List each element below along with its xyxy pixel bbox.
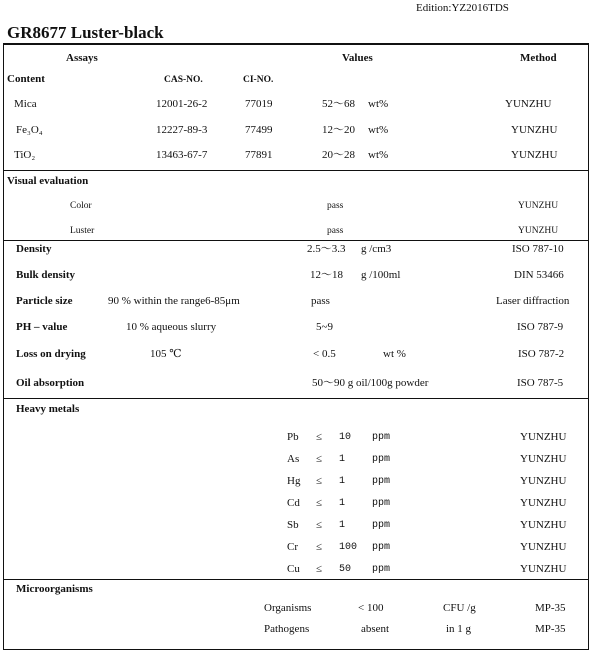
metal-value: 1 [339, 454, 346, 465]
content-row-name: Fe₃O₄ [16, 124, 43, 136]
micro-row-value: absent [361, 623, 390, 635]
metal-element: Cd [287, 497, 300, 509]
micro-row-name: Pathogens [264, 623, 310, 635]
metal-element: Hg [287, 475, 301, 487]
property-method: ISO 787-2 [518, 348, 565, 360]
metal-value: 50 [339, 564, 352, 575]
property-method: ISO 787-5 [517, 377, 564, 389]
content-row-method: YUNZHU [511, 124, 558, 136]
header-assays: Assays [66, 52, 98, 64]
metal-value: 1 [339, 498, 346, 509]
content-row-cas: 12001-26-2 [156, 98, 208, 110]
metal-element: Cu [287, 563, 300, 575]
property-name: Bulk density [16, 269, 75, 281]
metal-method: YUNZHU [520, 497, 567, 509]
property-unit: wt % [383, 348, 406, 360]
content-row-value: 12～20 [322, 124, 355, 136]
ci-header: CI-NO. [243, 75, 274, 85]
micro-row-method: MP-35 [535, 602, 566, 614]
divider-properties [3, 398, 589, 399]
metal-unit: ppm [372, 564, 391, 575]
metal-method: YUNZHU [520, 431, 567, 443]
metal-unit: ppm [372, 454, 391, 465]
property-method: DIN 53466 [514, 269, 564, 281]
visual-label: Visual evaluation [7, 175, 89, 187]
metal-sign: ≤ [316, 563, 323, 575]
content-row-method: YUNZHU [505, 98, 552, 110]
metal-unit: ppm [372, 432, 391, 443]
content-row-cas: 12227-89-3 [156, 124, 208, 136]
property-unit: g /100ml [361, 269, 401, 281]
table-bottom-border [3, 649, 589, 650]
micro-row-value: < 100 [358, 602, 384, 614]
content-row-name: Mica [14, 98, 37, 110]
metal-value: 1 [339, 476, 346, 487]
header-method: Method [520, 52, 557, 64]
metal-unit: ppm [372, 498, 391, 509]
metal-method: YUNZHU [520, 453, 567, 465]
property-value: < 0.5 [313, 348, 336, 360]
content-label: Content [7, 73, 45, 85]
table-left-border [3, 43, 4, 650]
metal-sign: ≤ [316, 475, 323, 487]
metal-method: YUNZHU [520, 519, 567, 531]
content-row-unit: wt% [368, 98, 389, 110]
header-values: Values [342, 52, 373, 64]
metal-method: YUNZHU [520, 541, 567, 553]
metal-element: As [287, 453, 300, 465]
micro-row-name: Organisms [264, 602, 312, 614]
metal-value: 100 [339, 542, 358, 553]
property-value: pass [311, 295, 330, 307]
visual-row-name: Color [70, 201, 92, 211]
content-row-unit: wt% [368, 124, 389, 136]
property-value: 50～90 g oil/100g powder [312, 377, 429, 389]
property-name: PH – value [16, 321, 68, 333]
property-value: 5~9 [316, 321, 333, 333]
metal-unit: ppm [372, 476, 391, 487]
divider-visual [3, 240, 589, 241]
metal-sign: ≤ [316, 431, 323, 443]
metal-element: Pb [287, 431, 299, 443]
property-condition: 10 % aqueous slurry [126, 321, 217, 333]
micro-row-method: MP-35 [535, 623, 566, 635]
metal-value: 1 [339, 520, 346, 531]
property-condition: 90 % within the range6-85μm [108, 295, 240, 307]
divider-content [3, 170, 589, 171]
property-value: 2.5～3.3 [307, 243, 346, 255]
micro-label: Microorganisms [16, 583, 93, 595]
micro-row-unit: in 1 g [446, 623, 472, 635]
content-row-ci: 77019 [245, 98, 273, 110]
content-row-cas: 13463-67-7 [156, 149, 208, 161]
content-row-method: YUNZHU [511, 149, 558, 161]
divider-heavy-metals [3, 579, 589, 580]
metal-sign: ≤ [316, 453, 323, 465]
document-title: GR8677 Luster-black [7, 23, 164, 42]
metal-method: YUNZHU [520, 475, 567, 487]
content-row-value: 20～28 [322, 149, 355, 161]
visual-row-method: YUNZHU [518, 226, 559, 236]
content-row-name: TiO₂ [14, 149, 36, 161]
metal-method: YUNZHU [520, 563, 567, 575]
metal-unit: ppm [372, 520, 391, 531]
metal-unit: ppm [372, 542, 391, 553]
visual-row-value: pass [327, 226, 344, 236]
content-row-ci: 77499 [245, 124, 273, 136]
metal-value: 10 [339, 432, 352, 443]
metal-sign: ≤ [316, 519, 323, 531]
property-method: Laser diffraction [496, 295, 570, 307]
property-value: 12～18 [310, 269, 343, 281]
property-name: Particle size [16, 295, 73, 307]
content-row-ci: 77891 [245, 149, 273, 161]
property-name: Oil absorption [16, 377, 85, 389]
content-row-value: 52～68 [322, 98, 355, 110]
metal-element: Sb [287, 519, 299, 531]
micro-row-unit: CFU /g [443, 602, 476, 614]
table-right-border [588, 43, 589, 650]
title-rule [3, 43, 589, 45]
property-method: ISO 787-9 [517, 321, 564, 333]
visual-row-name: Luster [70, 226, 95, 236]
content-row-unit: wt% [368, 149, 389, 161]
metal-sign: ≤ [316, 541, 323, 553]
property-name: Density [16, 243, 52, 255]
property-method: ISO 787-10 [512, 243, 564, 255]
edition-label: Edition:YZ2016TDS [416, 2, 509, 14]
visual-row-method: YUNZHU [518, 201, 559, 211]
property-name: Loss on drying [16, 348, 86, 360]
metal-sign: ≤ [316, 497, 323, 509]
heavy-metals-label: Heavy metals [16, 403, 80, 415]
cas-header: CAS-NO. [164, 75, 203, 85]
property-unit: g /cm3 [361, 243, 392, 255]
visual-row-value: pass [327, 201, 344, 211]
property-condition: 105 ℃ [150, 348, 182, 360]
metal-element: Cr [287, 541, 298, 553]
